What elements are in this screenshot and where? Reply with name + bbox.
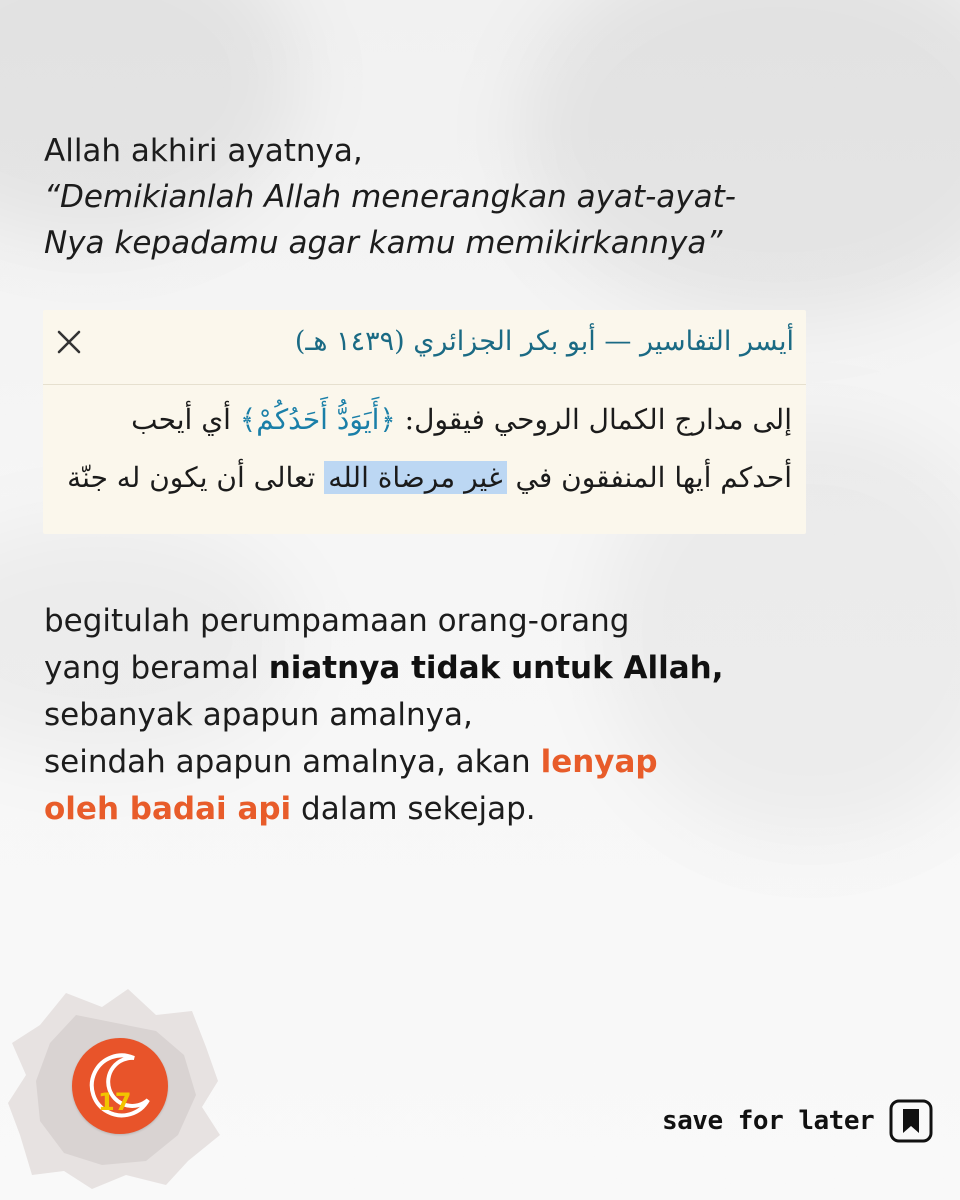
bookmark-icon [888,1098,934,1144]
quote-line: Nya kepadamu agar kamu memikirkannya” [44,225,723,261]
body-line-start: yang beramal [44,650,269,686]
close-button[interactable] [49,322,89,362]
intro-line: Allah akhiri ayatnya, [44,133,363,169]
body-text [44,598,904,833]
tafsir-text: أحدكم أيها المنفقون في [506,461,792,494]
save-label: save for later [662,1106,875,1136]
tafsir-screenshot-panel [43,310,806,534]
highlighted-text[interactable]: غير مرضاة الله [324,461,506,494]
close-icon [56,329,82,355]
orange-emphasis: lenyap [540,744,658,780]
tafsir-title: أيسر التفاسير — أبو بكر الجزائري (١٤٣٩ هـ) [294,326,794,357]
tafsir-text: أي أيحب [131,403,240,436]
body-line [44,739,904,786]
tafsir-body [43,385,806,507]
orange-emphasis: oleh badai api [44,791,292,827]
body-line-end: dalam sekejap. [291,791,536,827]
tafsir-line [53,449,792,507]
intro-text [44,128,884,266]
ayah-quote: ﴿أَيَوَدُّ أَحَدُكُمْ﴾ [239,403,396,436]
body-line: sebanyak apapun amalnya, [44,697,473,733]
body-line: begitulah perumpamaan orang-orang [44,603,630,639]
save-for-later [662,1098,934,1144]
body-line [44,645,904,692]
logo-number: 17 [98,1088,132,1116]
emphasis-text: niatnya tidak untuk Allah, [268,650,724,686]
tafsir-text: إلى مدارج الكمال الروحي فيقول: [395,403,792,436]
body-line-start: seindah apapun amalnya, akan [44,744,541,780]
bookmark-button[interactable] [888,1098,934,1144]
tafsir-text: تعالى أن يكون له جنّة [67,461,325,494]
tafsir-line [53,391,792,449]
quote-line: “Demikianlah Allah menerangkan ayat-ayat- [44,179,736,215]
crescent-17-logo-icon [72,1038,168,1134]
body-line [44,786,904,833]
brand-logo [72,1038,168,1134]
tafsir-header [43,310,806,385]
